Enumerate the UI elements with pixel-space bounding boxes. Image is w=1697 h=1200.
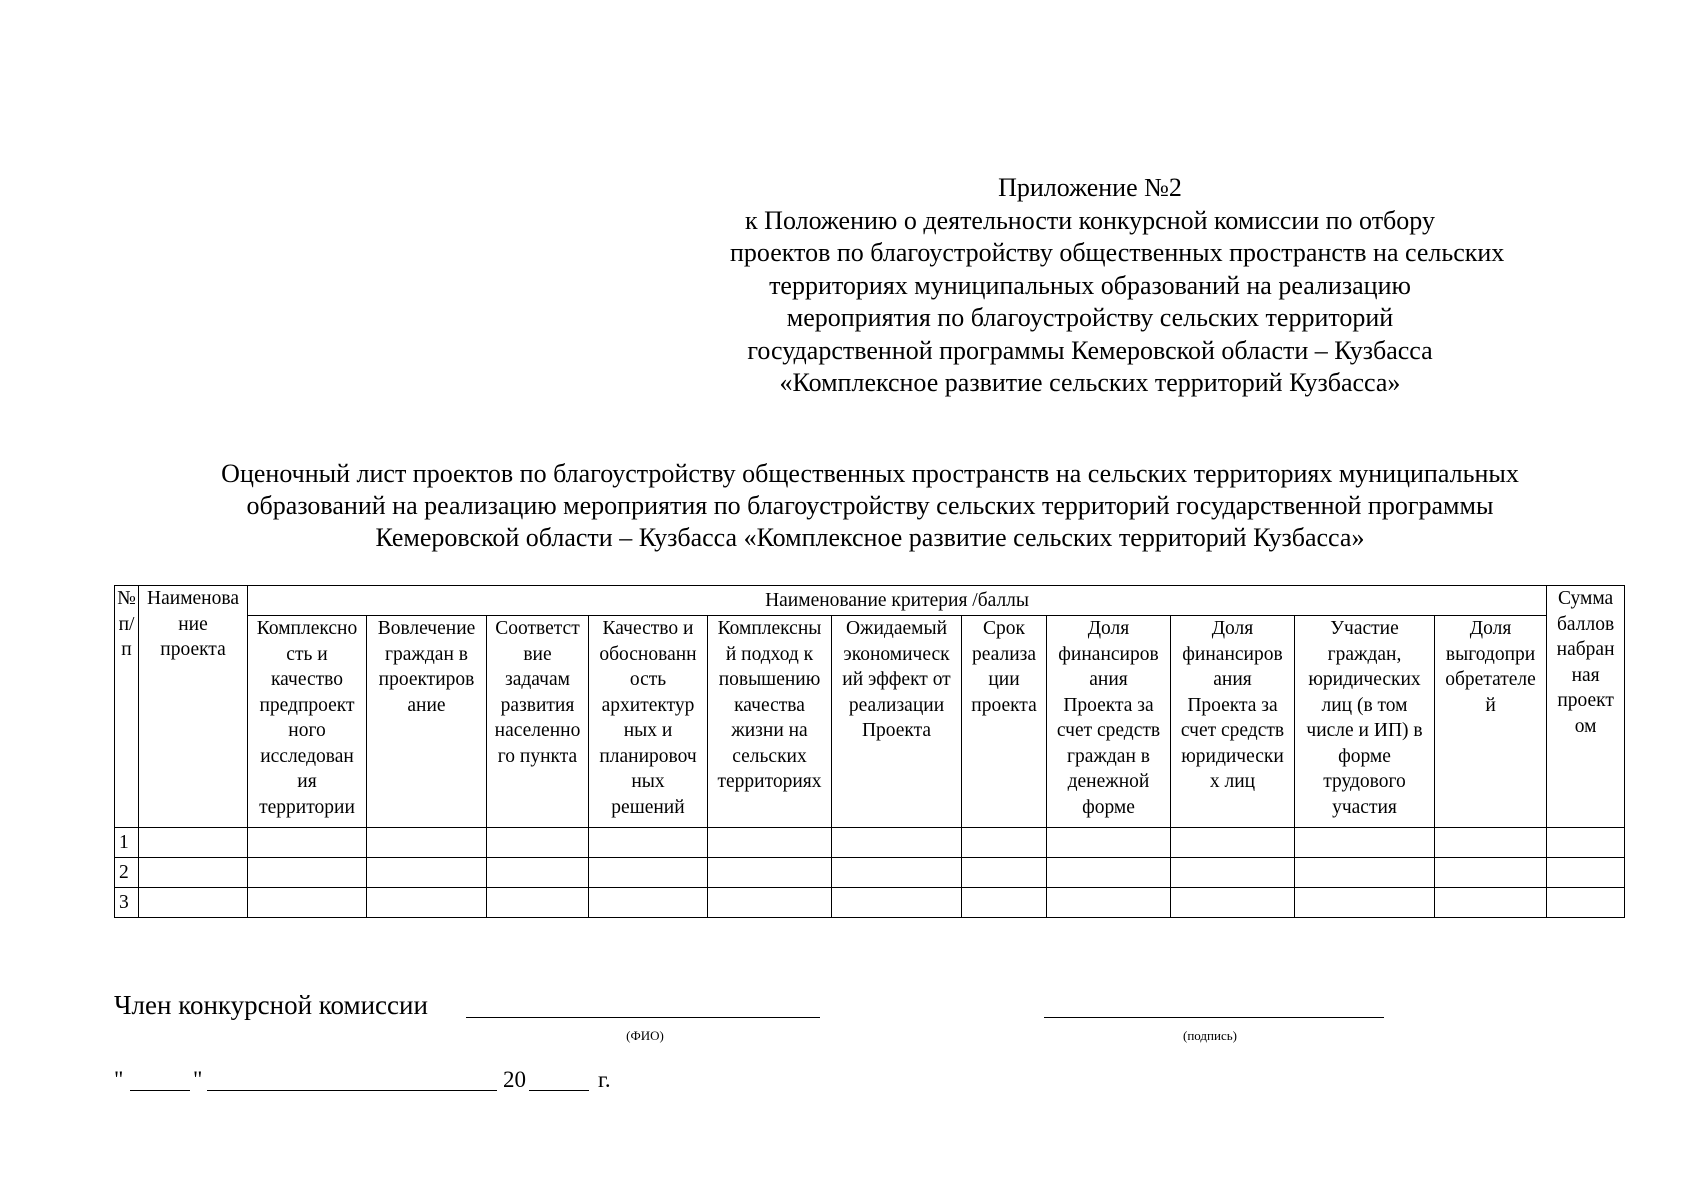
- header-text-line: ных и: [623, 720, 673, 741]
- header-text-line: проектиров: [378, 669, 475, 690]
- table-cell[interactable]: [1047, 828, 1171, 858]
- header-text-line: Комплексно: [256, 618, 358, 639]
- date-year-suffix: г.: [598, 1067, 611, 1092]
- document-title: [150, 458, 1590, 554]
- row-number: 1: [115, 828, 139, 858]
- table-cell[interactable]: [248, 888, 367, 918]
- header-text-line: сть и: [286, 643, 328, 665]
- date-day-line[interactable]: [130, 1090, 190, 1091]
- header-text-line: Доля: [1211, 618, 1254, 639]
- signature-caption: (подпись): [1183, 1028, 1237, 1043]
- table-cell[interactable]: [589, 858, 708, 888]
- header-text-line: качество: [270, 669, 343, 690]
- commission-member-label: Член конкурсной комиссии: [114, 990, 428, 1020]
- header-text-line: Проекта: [861, 720, 932, 741]
- table-cell[interactable]: [962, 828, 1047, 858]
- appendix-line: территориях муниципальных образований на реализацию: [769, 270, 1411, 300]
- header-text-line: реализации: [848, 694, 945, 716]
- header-text-line: ания: [1213, 669, 1252, 690]
- header-text-line: проект: [1557, 690, 1614, 711]
- header-text-line: й: [1485, 694, 1496, 716]
- table-row: [115, 888, 1625, 918]
- header-text-line: ание: [407, 694, 446, 716]
- header-text-line: набран: [1556, 639, 1615, 660]
- header-text-line: ние: [178, 613, 208, 635]
- criterion-header: [1295, 616, 1435, 828]
- criterion-header: [832, 616, 962, 828]
- criterion-header: [248, 616, 367, 828]
- header-text-line: юридически: [1181, 745, 1284, 767]
- header-text-line: планировоч: [599, 745, 697, 767]
- table-cell[interactable]: [139, 828, 248, 858]
- header-text-line: Комплексны: [717, 618, 822, 639]
- date-year-prefix: 20: [503, 1067, 526, 1092]
- header-text-line: архитектур: [601, 694, 695, 716]
- header-project-name: [139, 586, 248, 828]
- table-cell[interactable]: [1047, 888, 1171, 918]
- table-cell[interactable]: [1171, 858, 1295, 888]
- header-text-line: баллов: [1557, 613, 1615, 635]
- header-text-line: лиц (в том: [1321, 694, 1408, 716]
- header-text-line: выгодопри: [1445, 643, 1536, 665]
- signature-line[interactable]: [1044, 1017, 1384, 1018]
- appendix-header: [730, 172, 1505, 400]
- header-text-line: юридических: [1308, 669, 1421, 690]
- header-text-line: предпроект: [259, 694, 355, 716]
- header-criteria-group: Наименование критерия /баллы: [248, 586, 1547, 616]
- table-row: [115, 828, 1625, 858]
- table-cell[interactable]: [1547, 828, 1625, 858]
- criterion-header: [367, 616, 487, 828]
- criterion-header: [962, 616, 1047, 828]
- header-text-line: Соответст: [495, 618, 580, 639]
- table-cell[interactable]: [1547, 888, 1625, 918]
- date-quote-open: ": [114, 1067, 124, 1092]
- header-text-line: форме: [1082, 796, 1135, 818]
- header-text-line: задачам: [505, 669, 570, 690]
- header-text-line: Доля: [1469, 618, 1512, 639]
- header-text-line: п/: [118, 613, 135, 635]
- header-text-line: ного: [288, 720, 326, 741]
- date-quote-close: ": [193, 1067, 203, 1092]
- header-text-line: ия: [297, 771, 317, 792]
- appendix-line: к Положению о деятельности конкурсной комиссии по отбору: [745, 205, 1435, 235]
- table-cell[interactable]: [708, 888, 832, 918]
- header-text-line: счет средств: [1056, 720, 1161, 741]
- header-text-line: ий эффект от: [842, 669, 951, 690]
- table-cell[interactable]: [1171, 888, 1295, 918]
- criterion-header: [1171, 616, 1295, 828]
- header-text-line: финансиров: [1182, 643, 1283, 665]
- header-text-line: счет средств: [1180, 720, 1285, 741]
- header-text-line: ных: [631, 771, 665, 792]
- header-text-line: территориях: [717, 771, 822, 792]
- header-text-line: №: [117, 588, 136, 609]
- header-text-line: вие: [523, 643, 552, 665]
- table-cell[interactable]: [962, 858, 1047, 888]
- table-cell[interactable]: [832, 828, 962, 858]
- table-cell[interactable]: [1295, 828, 1435, 858]
- table-cell[interactable]: [367, 888, 487, 918]
- appendix-line: Приложение №2: [998, 173, 1182, 202]
- appendix-line: государственной программы Кемеровской области – Кузбасса: [747, 335, 1433, 365]
- table-cell[interactable]: [487, 858, 589, 888]
- header-text-line: обоснованн: [599, 643, 697, 665]
- header-text-line: Срок: [983, 618, 1025, 639]
- header-text-line: исследован: [260, 745, 354, 767]
- table-cell[interactable]: [832, 858, 962, 888]
- table-cell[interactable]: [589, 888, 708, 918]
- header-text-line: реализа: [972, 643, 1036, 665]
- header-text-line: ная: [1571, 664, 1600, 686]
- header-number: [115, 586, 139, 828]
- criterion-header: [589, 616, 708, 828]
- header-total-score: [1547, 586, 1625, 828]
- table-cell[interactable]: [1047, 858, 1171, 888]
- table-cell[interactable]: [1547, 858, 1625, 888]
- header-text-line: проекта: [971, 694, 1037, 716]
- fio-caption: (ФИО): [626, 1028, 664, 1043]
- row-number: 3: [115, 888, 139, 918]
- header-text-line: граждан,: [1327, 643, 1402, 665]
- header-text-line: качества: [734, 694, 805, 716]
- header-text-line: финансиров: [1058, 643, 1159, 665]
- table-cell[interactable]: [962, 888, 1047, 918]
- header-text-line: трудового: [1323, 771, 1406, 792]
- appendix-line: проектов по благоустройству общественных пространств на сельских: [730, 238, 1505, 267]
- table-cell[interactable]: [248, 828, 367, 858]
- header-text-line: денежной: [1067, 771, 1150, 792]
- table-cell[interactable]: [1435, 888, 1547, 918]
- header-text-line: Участие: [1330, 618, 1399, 639]
- header-text-line: решений: [611, 796, 685, 818]
- row-number: 2: [115, 858, 139, 888]
- criterion-header: [1435, 616, 1547, 828]
- header-text-line: числе и ИП) в: [1306, 720, 1423, 741]
- header-text-line: населенно: [494, 720, 581, 741]
- header-text-line: Ожидаемый: [845, 618, 948, 639]
- header-text-line: Качество и: [602, 618, 694, 639]
- appendix-line: «Комплексное развитие сельских территорий Кузбасса»: [779, 368, 1401, 397]
- header-text-line: Проекта за: [1187, 694, 1278, 716]
- header-text-line: обретателе: [1445, 669, 1536, 690]
- header-text-line: территории: [259, 796, 355, 818]
- header-text-line: го пункта: [497, 745, 578, 767]
- header-text-line: форме: [1338, 745, 1391, 767]
- table-cell[interactable]: [367, 828, 487, 858]
- table-cell[interactable]: [139, 888, 248, 918]
- header-text-line: участия: [1332, 796, 1397, 818]
- criterion-header: [487, 616, 589, 828]
- appendix-line: мероприятия по благоустройству сельских территорий: [786, 303, 1394, 332]
- table-cell[interactable]: [1435, 858, 1547, 888]
- header-text-line: Наименова: [147, 588, 239, 609]
- header-text-line: граждан в: [1067, 745, 1150, 767]
- header-text-line: повышению: [718, 669, 821, 690]
- header-text-line: развития: [500, 694, 575, 716]
- header-text-line: Сумма: [1558, 588, 1614, 609]
- header-text-line: ания: [1089, 669, 1128, 690]
- table-cell[interactable]: [1435, 828, 1547, 858]
- table-cell[interactable]: [708, 828, 832, 858]
- header-text-line: жизни на: [731, 720, 808, 741]
- header-text-line: сельских: [732, 745, 807, 767]
- table-cell[interactable]: [589, 828, 708, 858]
- table-cell[interactable]: [708, 858, 832, 888]
- title-line: Кемеровской области – Кузбасса «Комплексное развитие сельских территорий Кузбасса»: [375, 523, 1365, 552]
- table-row: [115, 858, 1625, 888]
- date-year-line[interactable]: [529, 1090, 589, 1091]
- criterion-header: [708, 616, 832, 828]
- date-month-line[interactable]: [207, 1090, 497, 1091]
- table-cell[interactable]: [139, 858, 248, 888]
- header-text-line: ость: [629, 669, 667, 690]
- table-cell[interactable]: [1295, 888, 1435, 918]
- table-cell[interactable]: [1295, 858, 1435, 888]
- header-text-line: х лиц: [1209, 771, 1256, 792]
- header-text-line: Вовлечение: [377, 618, 476, 639]
- header-text-line: граждан в: [385, 643, 468, 665]
- title-line: образований на реализацию мероприятия по благоустройству сельских территорий государственной программы: [246, 491, 1494, 520]
- header-text-line: Проекта за: [1063, 694, 1154, 716]
- table-cell[interactable]: [832, 888, 962, 918]
- table-cell[interactable]: [487, 888, 589, 918]
- table-cell[interactable]: [367, 858, 487, 888]
- title-line: Оценочный лист проектов по благоустройству общественных пространств на сельских территориях муниципальных: [221, 459, 1519, 488]
- fio-line[interactable]: [466, 1017, 820, 1018]
- header-text-line: й подход к: [725, 643, 814, 665]
- header-text-line: проекта: [160, 639, 226, 660]
- evaluation-table: [114, 585, 1625, 918]
- header-text-line: ции: [988, 669, 1020, 690]
- table-cell[interactable]: [487, 828, 589, 858]
- header-text-line: ом: [1574, 715, 1597, 737]
- header-text-line: п: [121, 639, 132, 660]
- table-cell[interactable]: [1171, 828, 1295, 858]
- header-text-line: Доля: [1087, 618, 1130, 639]
- criterion-header: [1047, 616, 1171, 828]
- header-text-line: экономическ: [843, 643, 950, 665]
- table-cell[interactable]: [248, 858, 367, 888]
